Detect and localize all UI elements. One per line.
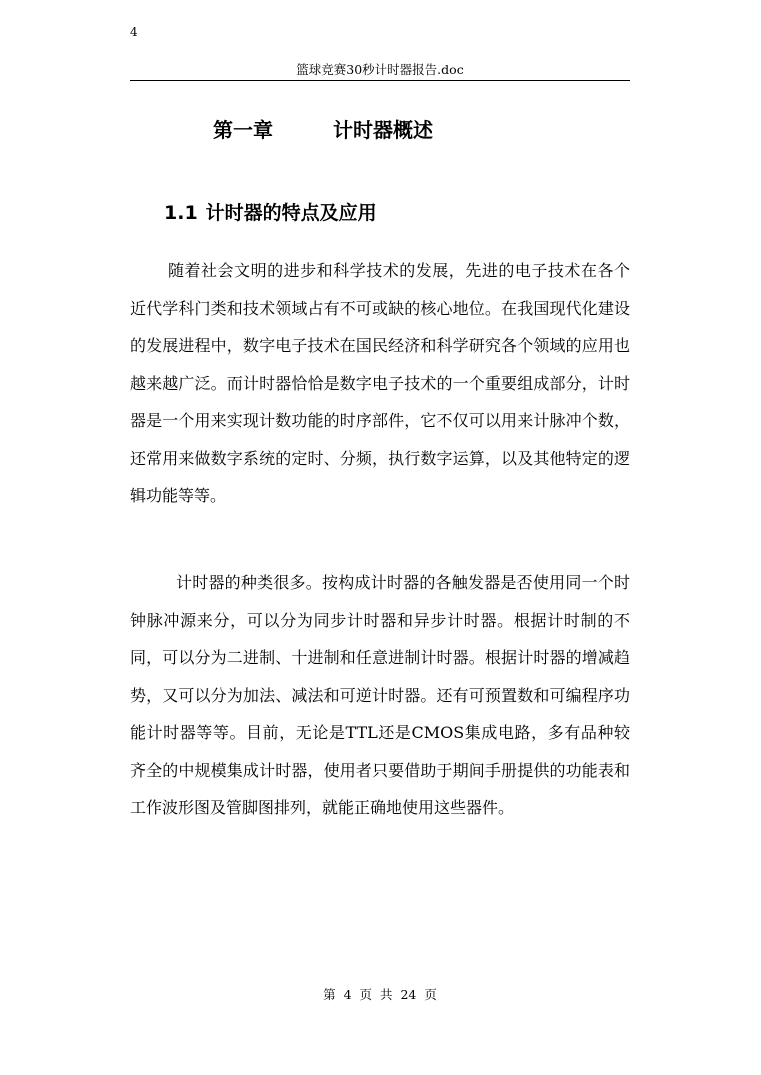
section-name: 计时器的特点及应用 [205, 202, 377, 224]
body-paragraph: 计时器的种类很多。按构成计时器的各触发器是否使用同一个时钟脉冲源来分，可以分为同步计时器和异步计时器。根据计时制的不同，可以分为二进制、十进制和任意进制计时器。根据计时器的增减趋势，又可以分为加法、减法和可逆计时器。还有可预置数和可编程序功能计时器等等。目前，无论是TTL还是CMOS集成电路，多有品种较齐全的中规模集成计时器，使用者只要借助于期间手册提供的功能表和工作波形图及管脚图排列，就能正确地使用这些器件。 [130, 573, 630, 817]
header-divider [130, 80, 630, 81]
page-number-top: 4 [130, 25, 138, 39]
body-paragraph: 随着社会文明的进步和科学技术的发展，先进的电子技术在各个近代学科门类和技术领域占有不可或缺的核心地位。在我国现代化建设的发展进程中，数字电子技术在国民经济和科学研究各个领域的应用也越来越广泛。而计时器恰恰是数字电子技术的一个重要组成部分，计时器是一个用来实现计数功能的时序部件，它不仅可以用来计脉冲个数，还常用来做数字系统的定时、分频，执行数字运算，以及其他特定的逻辑功能等等。 [130, 261, 630, 505]
chapter-label: 第一章 [213, 118, 273, 142]
chapter-title [213, 117, 433, 143]
footer-page-indicator: 第 4 页 共 24 页 [323, 987, 437, 1002]
chapter-name: 计时器概述 [333, 118, 433, 142]
document-header-title: 篮球竞赛30秒计时器报告.doc [296, 62, 464, 77]
section-heading [164, 201, 377, 225]
section-number: 1.1 [164, 202, 198, 224]
